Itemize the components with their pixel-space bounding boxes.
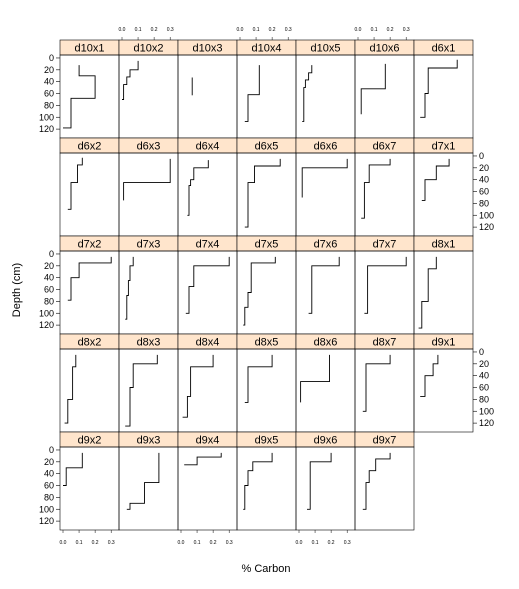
panel-d7x4 xyxy=(178,236,237,334)
strip-label-d9x7: d9x7 xyxy=(372,434,397,447)
y-tick-label: 100 xyxy=(479,406,495,417)
plot-frame-d6x6 xyxy=(296,153,355,236)
profile-line-d10x5 xyxy=(302,65,312,121)
y-tick-label: 100 xyxy=(38,112,54,123)
y-tick-label: 0 xyxy=(479,346,485,357)
profile-line-d10x1 xyxy=(63,65,95,128)
y-tick-label: 0 xyxy=(48,248,54,259)
profile-line-d7x2 xyxy=(68,257,111,300)
y-tick-label: 80 xyxy=(479,394,490,405)
plot-frame-d10x2 xyxy=(119,55,178,138)
strip-label-d8x7: d8x7 xyxy=(372,336,397,349)
plot-frame-d9x6 xyxy=(296,447,355,530)
panel-d8x2 xyxy=(60,334,119,432)
plot-frame-d8x7 xyxy=(355,349,414,432)
y-tick-label: 20 xyxy=(43,260,54,271)
plot-frame-d7x5 xyxy=(237,251,296,334)
panel-d10x2 xyxy=(119,40,178,138)
y-tick-label: 60 xyxy=(43,88,54,99)
y-tick-label: 60 xyxy=(43,284,54,295)
y-tick-label: 0 xyxy=(48,444,54,455)
x-tick-label: 0.2 xyxy=(327,540,335,546)
plot-frame-d6x2 xyxy=(60,153,119,236)
x-tick-label: 0.1 xyxy=(311,540,319,546)
panel-d9x5 xyxy=(237,432,296,530)
panel-d9x3 xyxy=(119,432,178,530)
panel-d10x4 xyxy=(237,40,296,138)
panel-d7x3 xyxy=(119,236,178,334)
plot-frame-d9x1 xyxy=(414,349,473,432)
strip-label-d6x6: d6x6 xyxy=(313,140,338,153)
x-tick-label: 0.2 xyxy=(209,540,217,546)
panel-d8x1 xyxy=(414,236,473,334)
strip-label-d8x2: d8x2 xyxy=(77,336,102,349)
panel-d8x4 xyxy=(178,334,237,432)
strip-label-d6x4: d6x4 xyxy=(195,140,220,153)
panel-d8x5 xyxy=(237,334,296,432)
y-tick-label: 40 xyxy=(479,174,490,185)
profile-line-d9x7 xyxy=(363,453,390,509)
y-tick-label: 120 xyxy=(479,222,495,233)
panel-d8x6 xyxy=(296,334,355,432)
profile-line-d9x5 xyxy=(243,453,272,509)
plot-frame-d7x2 xyxy=(60,251,119,334)
strip-label-d6x7: d6x7 xyxy=(372,140,397,153)
panels-layer xyxy=(60,40,473,530)
x-tick-label: 0.0 xyxy=(354,27,362,33)
profile-line-d7x7 xyxy=(364,257,406,313)
strip-label-d8x1: d8x1 xyxy=(431,238,456,251)
y-tick-label: 40 xyxy=(43,468,54,479)
x-tick-label: 0.2 xyxy=(150,27,158,33)
y-tick-label: 80 xyxy=(43,296,54,307)
plot-frame-d6x7 xyxy=(355,153,414,236)
strip-label-d9x3: d9x3 xyxy=(136,434,161,447)
y-tick-label: 60 xyxy=(479,186,490,197)
y-tick-label: 60 xyxy=(43,480,54,491)
plot-frame-d10x3 xyxy=(178,55,237,138)
y-tick-label: 120 xyxy=(38,124,54,135)
panel-d8x3 xyxy=(119,334,178,432)
x-tick-label: 0.1 xyxy=(134,27,142,33)
y-tick-label: 60 xyxy=(479,382,490,393)
panel-d7x1 xyxy=(414,138,473,236)
profile-line-d9x3 xyxy=(127,453,159,509)
x-tick-label: 0.0 xyxy=(295,540,303,546)
profile-line-d7x5 xyxy=(243,257,275,325)
y-tick-label: 80 xyxy=(479,198,490,209)
panel-d10x3 xyxy=(178,40,237,138)
profile-line-d8x1 xyxy=(419,257,437,328)
panel-d9x7 xyxy=(355,432,414,530)
panel-d7x6 xyxy=(296,236,355,334)
panel-d6x5 xyxy=(237,138,296,236)
profile-line-d10x2 xyxy=(122,61,138,100)
plot-frame-d8x1 xyxy=(414,251,473,334)
x-tick-label: 0.0 xyxy=(59,540,67,546)
y-tick-label: 20 xyxy=(479,162,490,173)
profile-line-d6x1 xyxy=(420,60,457,118)
x-tick-label: 0.0 xyxy=(236,27,244,33)
strip-label-d10x1: d10x1 xyxy=(74,42,105,55)
panel-d10x5 xyxy=(296,40,355,138)
profile-line-d7x4 xyxy=(186,257,229,313)
y-tick-label: 20 xyxy=(43,64,54,75)
profile-line-d7x1 xyxy=(422,159,449,201)
panel-d10x1 xyxy=(60,40,119,138)
profile-line-d8x5 xyxy=(245,355,272,403)
y-tick-label: 120 xyxy=(38,320,54,331)
y-tick-label: 20 xyxy=(479,358,490,369)
panel-d10x6 xyxy=(355,40,414,138)
strip-label-d7x7: d7x7 xyxy=(372,238,397,251)
strip-label-d10x6: d10x6 xyxy=(369,42,400,55)
panel-d9x1 xyxy=(414,334,473,432)
profile-line-d8x6 xyxy=(301,355,330,403)
profile-line-d10x6 xyxy=(361,64,385,114)
strip-label-d9x6: d9x6 xyxy=(313,434,338,447)
x-tick-label: 0.1 xyxy=(252,27,260,33)
plot-frame-d8x6 xyxy=(296,349,355,432)
y-tick-label: 100 xyxy=(38,504,54,515)
plot-frame-d7x7 xyxy=(355,251,414,334)
panel-d6x3 xyxy=(119,138,178,236)
y-tick-label: 100 xyxy=(38,308,54,319)
plot-frame-d8x5 xyxy=(237,349,296,432)
strip-label-d7x2: d7x2 xyxy=(77,238,102,251)
plot-frame-d8x2 xyxy=(60,349,119,432)
profile-line-d8x4 xyxy=(183,355,214,417)
axes-layer xyxy=(39,27,494,546)
strip-label-d10x5: d10x5 xyxy=(310,42,341,55)
x-tick-label: 0.0 xyxy=(177,540,185,546)
plot-frame-d6x4 xyxy=(178,153,237,236)
y-tick-label: 80 xyxy=(43,100,54,111)
plot-frame-d9x7 xyxy=(355,447,414,530)
x-tick-label: 0.2 xyxy=(91,540,99,546)
strip-label-d6x1: d6x1 xyxy=(431,42,456,55)
plot-frame-d7x1 xyxy=(414,153,473,236)
strip-label-d6x5: d6x5 xyxy=(254,140,279,153)
profile-line-d9x2 xyxy=(63,453,82,486)
y-tick-label: 100 xyxy=(479,210,495,221)
panel-d6x7 xyxy=(355,138,414,236)
panel-d6x2 xyxy=(60,138,119,236)
x-tick-label: 0.1 xyxy=(370,27,378,33)
profile-line-d9x4 xyxy=(184,453,221,465)
profile-line-d6x4 xyxy=(187,160,208,215)
x-tick-label: 0.3 xyxy=(166,27,174,33)
panel-d6x1 xyxy=(414,40,473,138)
profile-line-d8x7 xyxy=(363,355,390,411)
plot-frame-d10x1 xyxy=(60,55,119,138)
panel-d6x6 xyxy=(296,138,355,236)
x-tick-label: 0.3 xyxy=(225,540,233,546)
plot-frame-d10x4 xyxy=(237,55,296,138)
plot-frame-d8x3 xyxy=(119,349,178,432)
profile-line-d6x5 xyxy=(245,159,280,227)
plot-frame-d7x4 xyxy=(178,251,237,334)
y-tick-label: 0 xyxy=(48,52,54,63)
x-axis-title: % Carbon xyxy=(241,563,291,575)
profile-line-d8x2 xyxy=(65,355,76,423)
plot-frame-d9x3 xyxy=(119,447,178,530)
plot-frame-d9x2 xyxy=(60,447,119,530)
y-tick-label: 20 xyxy=(43,456,54,467)
strip-label-d6x3: d6x3 xyxy=(136,140,161,153)
plot-frame-d6x3 xyxy=(119,153,178,236)
panel-d7x2 xyxy=(60,236,119,334)
profile-line-d6x7 xyxy=(361,159,390,218)
strip-label-d7x1: d7x1 xyxy=(431,140,456,153)
panel-d7x5 xyxy=(237,236,296,334)
strip-label-d10x3: d10x3 xyxy=(192,42,223,55)
y-tick-label: 120 xyxy=(38,516,54,527)
strip-label-d10x2: d10x2 xyxy=(133,42,164,55)
x-tick-label: 0.3 xyxy=(284,27,292,33)
profile-line-d6x6 xyxy=(302,159,347,198)
x-tick-label: 0.1 xyxy=(75,540,83,546)
plot-frame-d10x6 xyxy=(355,55,414,138)
y-axis-title: Depth (cm) xyxy=(11,262,23,318)
strip-label-d9x4: d9x4 xyxy=(195,434,220,447)
x-tick-label: 0.3 xyxy=(402,27,410,33)
panel-d9x2 xyxy=(60,432,119,530)
profile-line-d9x1 xyxy=(420,355,438,397)
strip-label-d8x3: d8x3 xyxy=(136,336,161,349)
strip-label-d9x2: d9x2 xyxy=(77,434,102,447)
y-tick-label: 40 xyxy=(43,76,54,87)
y-tick-label: 0 xyxy=(479,150,485,161)
x-tick-label: 0.2 xyxy=(268,27,276,33)
panel-d9x4 xyxy=(178,432,237,530)
strip-label-d6x2: d6x2 xyxy=(77,140,102,153)
strip-label-d9x1: d9x1 xyxy=(431,336,456,349)
x-tick-label: 0.0 xyxy=(118,27,126,33)
profile-line-d6x2 xyxy=(68,158,83,210)
x-tick-label: 0.1 xyxy=(193,540,201,546)
profile-line-d8x3 xyxy=(125,355,157,426)
x-tick-label: 0.2 xyxy=(386,27,394,33)
strip-label-d8x6: d8x6 xyxy=(313,336,338,349)
profile-line-d6x3 xyxy=(124,159,171,201)
panel-d6x4 xyxy=(178,138,237,236)
plot-frame-d7x3 xyxy=(119,251,178,334)
y-tick-label: 40 xyxy=(479,370,490,381)
profile-line-d10x4 xyxy=(245,65,259,121)
strip-label-d9x5: d9x5 xyxy=(254,434,279,447)
plot-frame-d6x1 xyxy=(414,55,473,138)
y-tick-label: 40 xyxy=(43,272,54,283)
y-tick-label: 120 xyxy=(479,418,495,429)
profile-line-d7x3 xyxy=(125,257,133,319)
plot-frame-d9x4 xyxy=(178,447,237,530)
profile-line-d9x6 xyxy=(307,453,331,509)
strip-label-d7x6: d7x6 xyxy=(313,238,338,251)
strip-label-d8x4: d8x4 xyxy=(195,336,220,349)
plot-frame-d9x5 xyxy=(237,447,296,530)
y-tick-label: 80 xyxy=(43,492,54,503)
x-tick-label: 0.3 xyxy=(343,540,351,546)
profile-line-d7x6 xyxy=(309,257,340,313)
plot-frame-d8x4 xyxy=(178,349,237,432)
strip-label-d7x3: d7x3 xyxy=(136,238,161,251)
x-tick-label: 0.3 xyxy=(107,540,115,546)
strip-label-d8x5: d8x5 xyxy=(254,336,279,349)
strip-label-d10x4: d10x4 xyxy=(251,42,282,55)
panel-d7x7 xyxy=(355,236,414,334)
plot-frame-d6x5 xyxy=(237,153,296,236)
strip-label-d7x4: d7x4 xyxy=(195,238,220,251)
panel-d9x6 xyxy=(296,432,355,530)
plot-frame-d7x6 xyxy=(296,251,355,334)
plot-frame-d10x5 xyxy=(296,55,355,138)
panel-d8x7 xyxy=(355,334,414,432)
strip-label-d7x5: d7x5 xyxy=(254,238,279,251)
